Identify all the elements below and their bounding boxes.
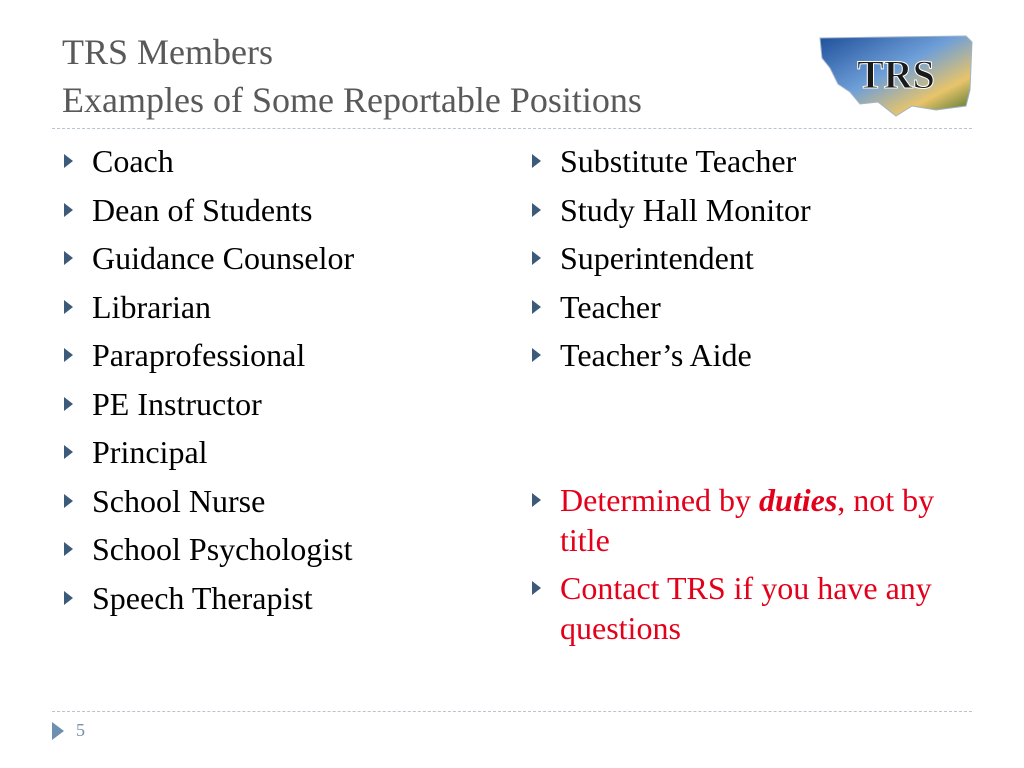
notes-list [530, 480, 960, 656]
trs-logo [816, 32, 976, 120]
bullet-arrow-icon [532, 203, 541, 217]
right-positions-list [530, 141, 970, 384]
list-item: School Psychologist [62, 529, 502, 569]
bullet-arrow-icon [532, 581, 541, 595]
bullet-arrow-icon [64, 591, 73, 605]
bullet-arrow-icon [64, 494, 73, 508]
note-duties: Determined by duties, not by title [530, 480, 960, 560]
list-item: School Nurse [62, 481, 502, 521]
logo-text: TRS [857, 52, 935, 97]
footer-divider [52, 711, 972, 712]
list-item: Superintendent [530, 238, 970, 278]
list-item: Teacher’s Aide [530, 335, 970, 375]
page-arrow-icon [52, 722, 64, 740]
duties-emphasis: duties [759, 482, 838, 518]
list-item: Teacher [530, 287, 970, 327]
bullet-arrow-icon [64, 154, 73, 168]
bullet-arrow-icon [64, 542, 73, 556]
slide-title [62, 28, 642, 124]
list-item: Study Hall Monitor [530, 190, 970, 230]
bullet-arrow-icon [64, 348, 73, 362]
list-item: Coach [62, 141, 502, 181]
list-item: Substitute Teacher [530, 141, 970, 181]
bullet-arrow-icon [532, 348, 541, 362]
bullet-arrow-icon [64, 203, 73, 217]
title-line-2: Examples of Some Reportable Positions [62, 80, 642, 120]
list-item: Guidance Counselor [62, 238, 502, 278]
bullet-arrow-icon [532, 300, 541, 314]
left-positions-list [62, 141, 502, 626]
page-number: 5 [76, 720, 85, 740]
bullet-arrow-icon [532, 493, 541, 507]
bullet-arrow-icon [64, 300, 73, 314]
bullet-arrow-icon [64, 397, 73, 411]
bullet-arrow-icon [64, 251, 73, 265]
title-line-1: TRS Members [62, 32, 273, 72]
bullet-arrow-icon [64, 445, 73, 459]
list-item: Dean of Students [62, 190, 502, 230]
list-item: Paraprofessional [62, 335, 502, 375]
list-item: Speech Therapist [62, 578, 502, 618]
header-divider [52, 128, 972, 129]
bullet-arrow-icon [532, 154, 541, 168]
list-item: Librarian [62, 287, 502, 327]
note-contact: Contact TRS if you have any questions [530, 568, 960, 648]
list-item: PE Instructor [62, 384, 502, 424]
list-item: Principal [62, 432, 502, 472]
bullet-arrow-icon [532, 251, 541, 265]
